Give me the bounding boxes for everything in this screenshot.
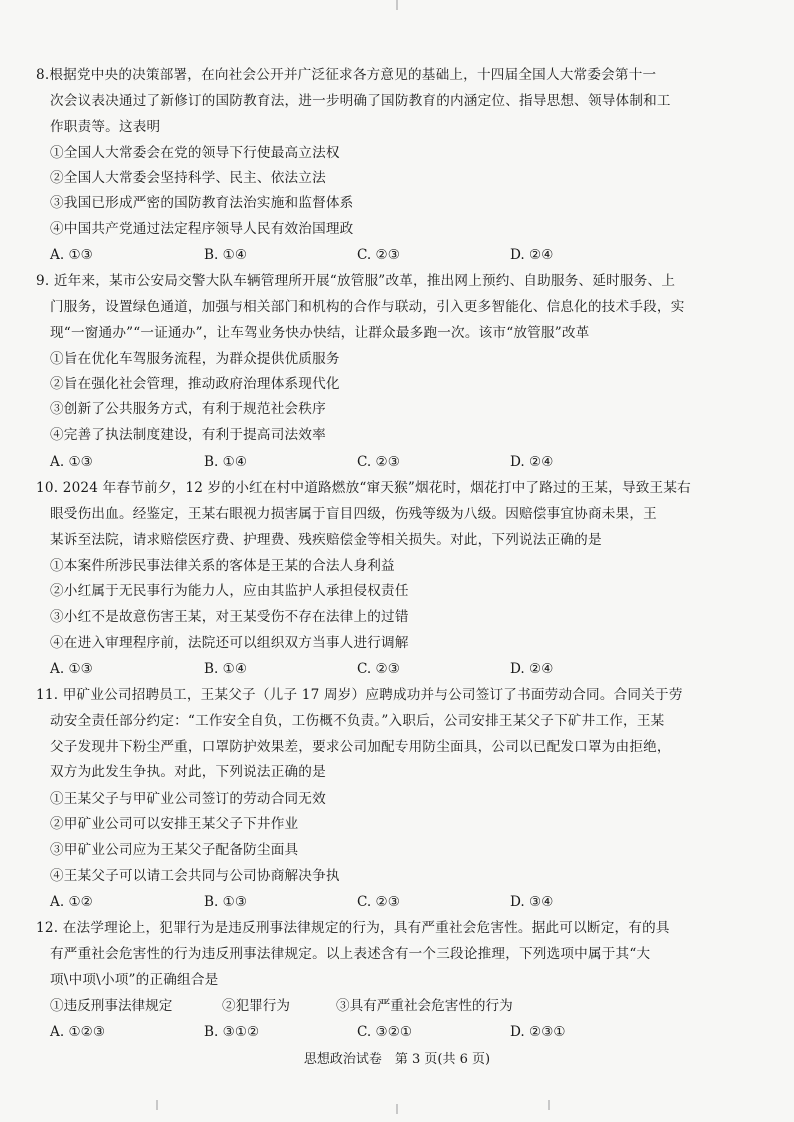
question-stem-line: 11. 甲矿业公司招聘员工，王某父子（儿子 17 周岁）应聘成功并与公司签订了书面劳动合同。合同关于劳: [36, 687, 683, 703]
question-stem-line: 9. 近年来，某市公安局交警大队车辆管理所开展“放管服”改革，推出网上预约、自助服务、延时服务、上: [36, 273, 676, 289]
option-b[interactable]: B. ③①②: [204, 1024, 260, 1040]
option-b[interactable]: B. ①④: [204, 661, 248, 677]
statement-item: ①旨在优化车驾服务流程，为群众提供优质服务: [50, 351, 340, 367]
option-d[interactable]: D. ②③①: [510, 1024, 566, 1040]
statement-item: ③小红不是故意伤害王某，对王某受伤不存在法律上的过错: [50, 609, 409, 625]
question-stem-line: 作职责等。这表明: [50, 119, 161, 135]
option-a[interactable]: A. ①②: [50, 894, 93, 910]
question-stem-line: 有严重社会危害性的行为违反刑事法律规定。以上表述含有一个三段论推理，下列选项中属于其“大: [50, 946, 651, 962]
scan-mark: [156, 1100, 158, 1110]
question-stem-line: 项\中项\小项”的正确组合是: [50, 972, 219, 988]
statement-item: ④中国共产党通过法定程序领导人民有效治国理政: [50, 221, 354, 237]
statement-item: ①王某父子与甲矿业公司签订的劳动合同无效: [50, 791, 326, 807]
question-stem-line: 12. 在法学理论上，犯罪行为是违反刑事法律规定的行为，具有严重社会危害性。据此可以断定，有的具: [36, 920, 670, 936]
statement-item: ③甲矿业公司应为王某父子配备防尘面具: [50, 842, 299, 858]
answer-options: [50, 244, 750, 266]
option-d[interactable]: D. ③④: [510, 894, 554, 910]
question-stem-line: 双方为此发生争执。对此，下列说法正确的是: [50, 764, 326, 780]
question-stem-line: 眼受伤出血。经鉴定，王某右眼视力损害属于盲目四级，伤残等级为八级。因赔偿事宜协商未果，王: [50, 506, 657, 522]
question-stem-line: 10. 2024 年春节前夕，12 岁的小红在村中道路燃放“窜天猴”烟花时，烟花打中了路过的王某，导致王某右: [36, 480, 691, 496]
answer-options: [50, 1021, 750, 1043]
question-stem-line: 现“一窗通办”“一证通办”，让车驾业务快办快结，让群众最多跑一次。该市“放管服”改革: [50, 325, 590, 341]
question-stem-line: 8.根据党中央的决策部署，在向社会公开并广泛征求各方意见的基础上，十四届全国人大常委会第十一: [36, 67, 657, 83]
option-d[interactable]: D. ②④: [510, 247, 554, 263]
option-b[interactable]: B. ①④: [204, 454, 248, 470]
option-c[interactable]: C. ②③: [357, 894, 400, 910]
answer-options: [50, 451, 750, 473]
question-stem-line: 门服务，设置绿色通道，加强与相关部门和机构的合作与联动，引入更多智能化、信息化的技术手段，实: [50, 299, 685, 315]
option-a[interactable]: A. ①③: [50, 661, 93, 677]
term-item: ③具有严重社会危害性的行为: [336, 998, 513, 1014]
option-d[interactable]: D. ②④: [510, 661, 554, 677]
option-b[interactable]: B. ①④: [204, 247, 248, 263]
statement-item: ①全国人大常委会在党的领导下行使最高立法权: [50, 145, 340, 161]
statement-item: ③创新了公共服务方式，有利于规范社会秩序: [50, 401, 326, 417]
statement-item: ①本案件所涉民事法律关系的客体是王某的合法人身利益: [50, 558, 395, 574]
scan-mark: [396, 0, 398, 10]
option-c[interactable]: C. ②③: [357, 661, 400, 677]
page-footer: 思想政治试卷 第 3 页(共 6 页): [303, 1052, 491, 1067]
term-item: ②犯罪行为: [222, 998, 290, 1014]
option-a[interactable]: A. ①③: [50, 454, 93, 470]
scan-mark: [548, 1100, 550, 1110]
question-stem-line: 某诉至法院，请求赔偿医疗费、护理费、残疾赔偿金等相关损失。对此，下列说法正确的是: [50, 532, 602, 548]
option-b[interactable]: B. ①③: [204, 894, 248, 910]
statement-item: ④完善了执法制度建设，有利于提高司法效率: [50, 427, 326, 443]
question-stem-line: 次会议表决通过了新修订的国防教育法，进一步明确了国防教育的内涵定位、指导思想、领导体制和工: [50, 93, 671, 109]
option-a[interactable]: A. ①③: [50, 247, 93, 263]
term-item: ①违反刑事法律规定: [50, 998, 173, 1014]
statement-item: ②小红属于无民事行为能力人，应由其监护人承担侵权责任: [50, 583, 409, 599]
option-c[interactable]: C. ②③: [357, 454, 400, 470]
answer-options: [50, 891, 750, 913]
statement-item: ③我国已形成严密的国防教育法治实施和监督体系: [50, 195, 354, 211]
option-c[interactable]: C. ②③: [357, 247, 400, 263]
statement-item: ②旨在强化社会管理，推动政府治理体系现代化: [50, 376, 340, 392]
question-stem-line: 动安全责任部分约定：“工作安全自负，工伤概不负责。”入职后，公司安排王某父子下矿井工作，王某: [50, 713, 665, 729]
statement-item: ②全国人大常委会坚持科学、民主、依法立法: [50, 170, 326, 186]
statement-item: ④王某父子可以请工会共同与公司协商解决争执: [50, 868, 340, 884]
scan-mark: [396, 1104, 398, 1114]
option-c[interactable]: C. ③②①: [357, 1024, 413, 1040]
syllogism-terms: [50, 995, 750, 1017]
answer-options: [50, 658, 750, 680]
option-a[interactable]: A. ①②③: [50, 1024, 106, 1040]
question-stem-line: 父子发现井下粉尘严重，口罩防护效果差，要求公司加配专用防尘面具，公司以已配发口罩为由拒绝，: [50, 739, 671, 755]
option-d[interactable]: D. ②④: [510, 454, 554, 470]
statement-item: ④在进入审理程序前，法院还可以组织双方当事人进行调解: [50, 635, 409, 651]
statement-item: ②甲矿业公司可以安排王某父子下井作业: [50, 816, 299, 832]
